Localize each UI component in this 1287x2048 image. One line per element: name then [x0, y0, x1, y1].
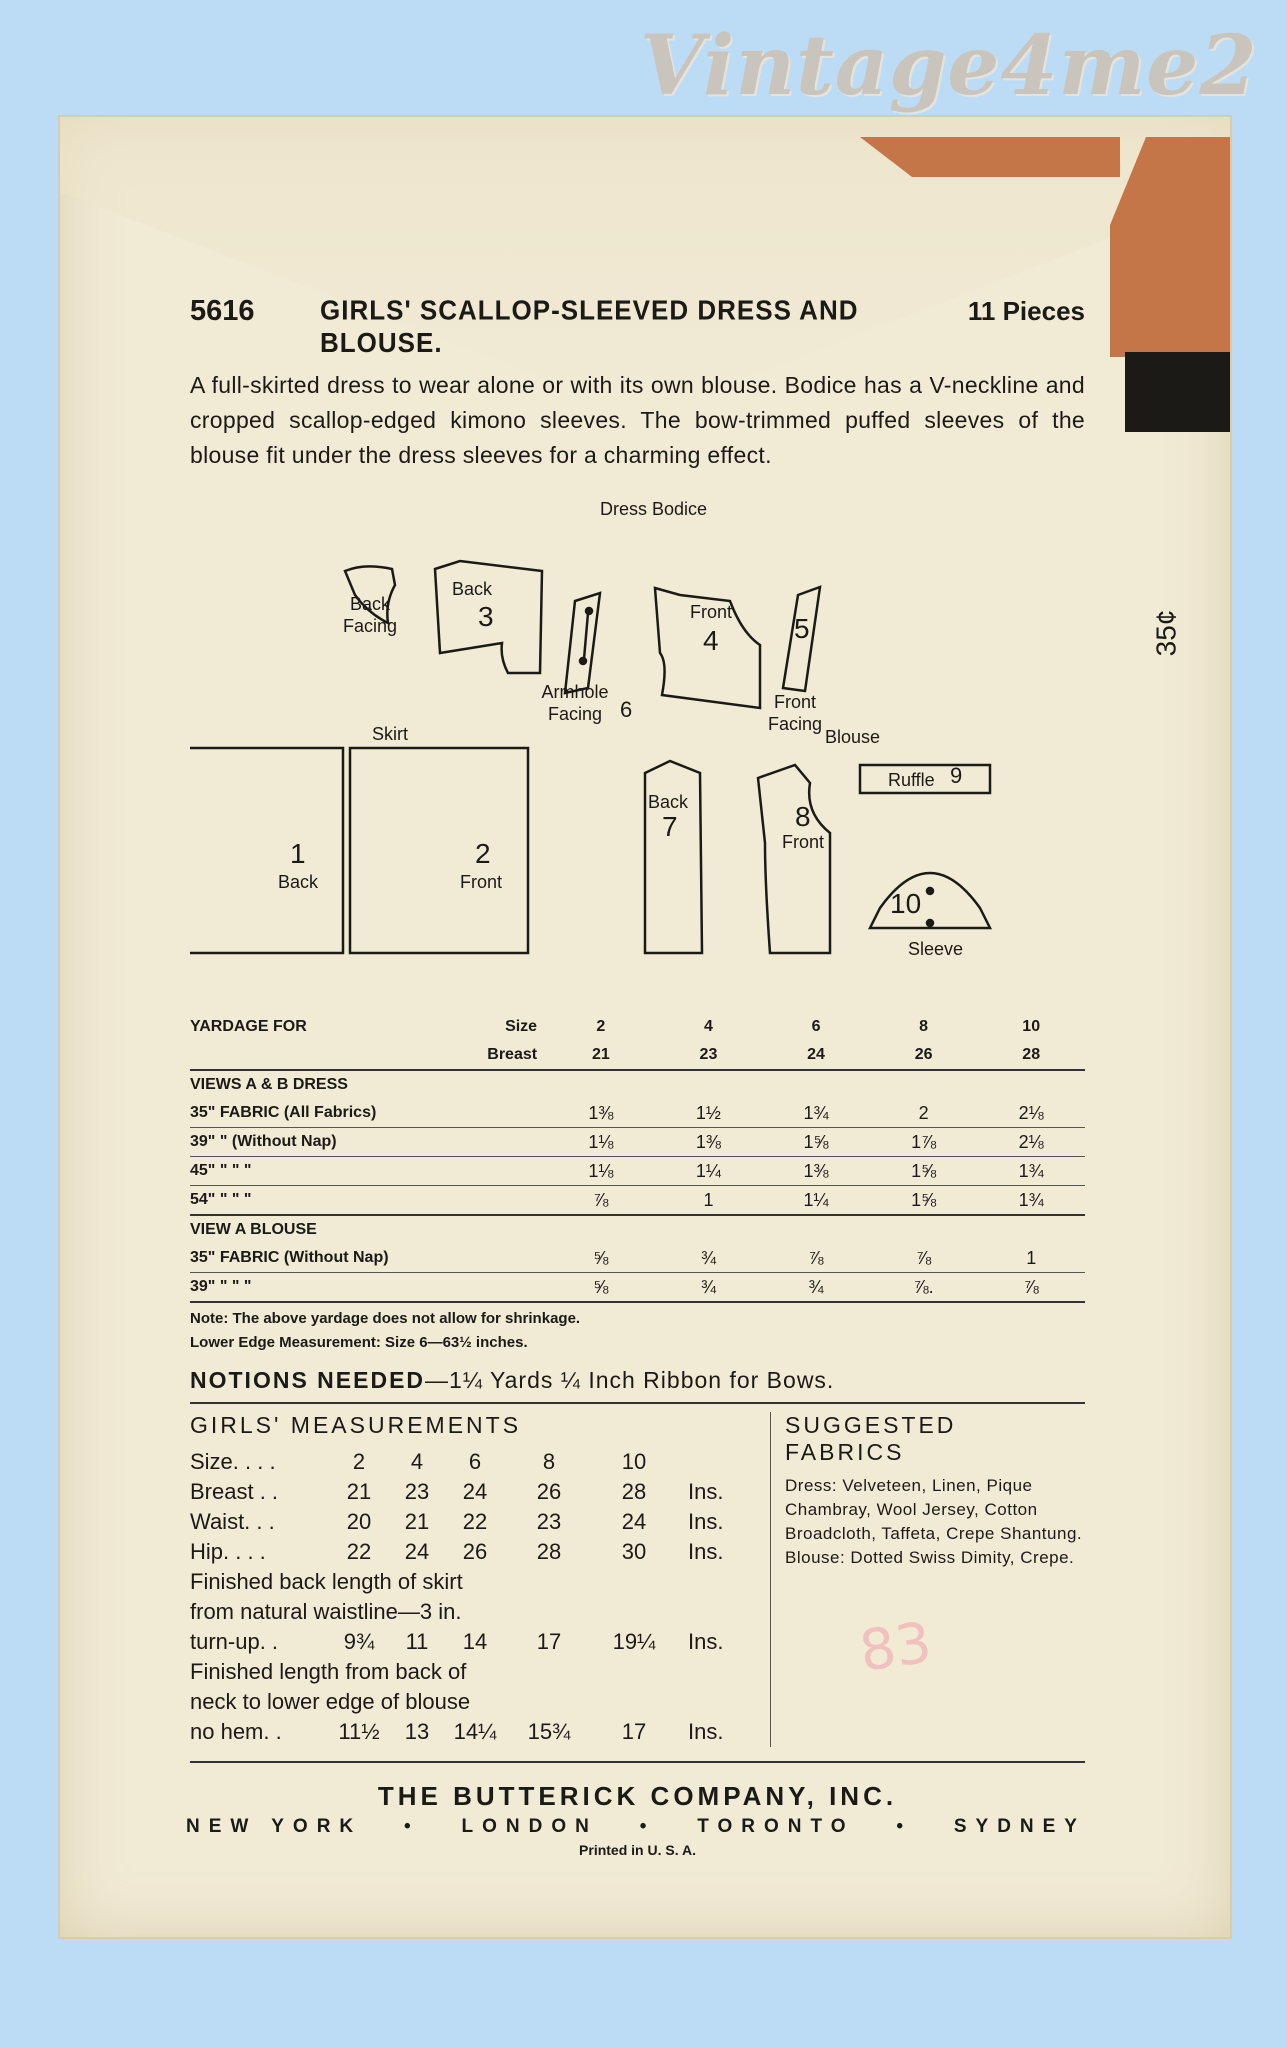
size-2: 2: [596, 1018, 606, 1035]
fabrics-text: Dress: Velveteen, Linen, Pique Chambray, Wool Jersey, Cotton Broadcloth, Taffeta, Crepe Shantung. Blouse: Dotted Swiss Dimity, Crepe.: [785, 1476, 1083, 1567]
cell: 1⅝: [870, 1186, 978, 1216]
footer: [186, 1781, 1086, 1858]
row-label: Waist. . .: [190, 1509, 275, 1534]
size-4: 4: [703, 1018, 713, 1035]
company-name: THE BUTTERICK COMPANY, INC.: [377, 1781, 898, 1811]
cell: 2: [352, 1449, 366, 1474]
sleeve-number: 10: [890, 888, 922, 919]
cell: ¾: [762, 1273, 870, 1303]
printed-in: Printed in U. S. A.: [579, 1842, 696, 1858]
cell: 23: [404, 1479, 430, 1504]
unit: Ins.: [688, 1719, 724, 1744]
blouse-front-number: 8: [795, 801, 811, 832]
black-tab: [1125, 352, 1230, 432]
cell: 13: [404, 1719, 430, 1744]
table-row: [190, 1477, 746, 1507]
dress-bodice-label: Dress Bodice: [600, 499, 708, 519]
cell: 2⅛: [977, 1128, 1085, 1157]
city-toronto: TORONTO: [697, 1816, 855, 1837]
row-label: no hem. .: [190, 1719, 282, 1744]
skirt-front-shape: [350, 748, 528, 953]
row-label: Breast . .: [190, 1479, 279, 1504]
table-row: [190, 1273, 1085, 1303]
measurements-table: [190, 1447, 746, 1747]
row-label: 35" FABRIC (Without Nap): [190, 1244, 547, 1273]
cell: 20: [346, 1509, 372, 1534]
cell: ⅞: [870, 1244, 978, 1273]
blouse-label: Blouse: [825, 727, 881, 747]
yardage-breast-row: [190, 1041, 1085, 1070]
skirt-length-line1: Finished back length of skirt: [190, 1569, 463, 1594]
cell: 14: [462, 1629, 488, 1654]
cell: 15¾: [527, 1719, 571, 1744]
size-8: 8: [919, 1018, 929, 1035]
cell: 26: [536, 1479, 562, 1504]
skirt-front-label: Front: [460, 872, 503, 892]
pieces-svg: [190, 483, 1085, 1013]
armhole-facing-label: Armhole Facing: [541, 682, 609, 724]
table-row: [190, 1537, 746, 1567]
size-6: 6: [811, 1018, 821, 1035]
row-label: 39" " (Without Nap): [190, 1128, 547, 1157]
dress-section-label: VIEWS A & B DRESS: [190, 1076, 348, 1093]
cell: 11½: [338, 1719, 380, 1744]
cell: 1¾: [977, 1186, 1085, 1216]
city-separator: •: [896, 1816, 912, 1837]
back-bodice-number: 3: [478, 601, 494, 632]
breast-value: 24: [762, 1041, 870, 1070]
skirt-length-line2: from natural waistline—3 in.: [190, 1599, 462, 1624]
row-label: 39" " " ": [190, 1273, 547, 1303]
price-label: 35¢: [1150, 609, 1182, 657]
dress-section-row: [190, 1070, 1085, 1099]
cell: ⅞: [762, 1244, 870, 1273]
table-row: [190, 1128, 1085, 1157]
cell: 6: [468, 1449, 482, 1474]
pencil-stamp: 83: [855, 1610, 936, 1685]
breast-label: Breast: [444, 1041, 547, 1070]
pattern-number: 5616: [190, 295, 255, 327]
notions-heading: NOTIONS NEEDED: [190, 1367, 426, 1393]
city-separator: •: [639, 1816, 656, 1837]
cell: ¾: [655, 1244, 763, 1273]
notions-needed: [190, 1367, 1085, 1404]
cell: 14¼: [453, 1719, 497, 1744]
shrinkage-note: Note: The above yardage does not allow for shrinkage.: [190, 1310, 581, 1327]
lower-section: [190, 1412, 1085, 1763]
city-sydney: SYDNEY: [953, 1816, 1086, 1837]
cell: ⅝: [547, 1273, 655, 1303]
cell: 1⅝: [870, 1157, 978, 1186]
cell: 1¼: [655, 1157, 763, 1186]
skirt-front-number: 2: [475, 838, 491, 869]
table-row: [190, 1447, 746, 1477]
envelope-content: [186, 294, 1086, 1858]
cell: 1⅜: [655, 1128, 763, 1157]
cell: 1: [655, 1186, 763, 1216]
girls-measurements: [190, 1412, 771, 1747]
cell: 1⅛: [547, 1157, 655, 1186]
cell: 21: [404, 1509, 430, 1534]
cell: 1¾: [762, 1099, 870, 1128]
size-label: Size: [505, 1018, 538, 1035]
cell: ¾: [655, 1273, 763, 1303]
front-facing-label: Front Facing: [767, 692, 823, 734]
row-label: turn-up. .: [190, 1629, 279, 1654]
table-row: [190, 1627, 746, 1657]
cell: 2⅛: [977, 1099, 1085, 1128]
cell: 28: [621, 1479, 647, 1504]
cell: 22: [346, 1539, 372, 1564]
front-bodice-number: 4: [703, 625, 719, 656]
blouse-section-row: [190, 1215, 1085, 1244]
skirt-back-label: Back: [278, 872, 319, 892]
sleeve-label: Sleeve: [908, 939, 964, 959]
lower-edge-note: Lower Edge Measurement: Size 6—63½ inches.: [190, 1334, 528, 1351]
cell: 4: [410, 1449, 424, 1474]
back-facing-label: Back Facing: [342, 594, 398, 636]
cell: 30: [621, 1539, 647, 1564]
front-facing-number: 5: [794, 613, 810, 644]
unit: Ins.: [688, 1509, 724, 1534]
cell: 28: [536, 1539, 562, 1564]
cell: ⅞: [547, 1186, 655, 1216]
cell: 23: [536, 1509, 562, 1534]
cell: 8: [542, 1449, 556, 1474]
cell: 17: [536, 1629, 562, 1654]
blouse-back-shape: [645, 761, 702, 953]
armhole-facing-number: 6: [620, 697, 633, 722]
cell: 17: [621, 1719, 647, 1744]
blouse-length-line1: Finished length from back of: [190, 1659, 467, 1684]
skirt-back-shape: [190, 748, 343, 953]
cell: ⅞.: [870, 1273, 978, 1303]
armhole-facing-shape: [565, 593, 600, 693]
row-label: 35" FABRIC (All Fabrics): [190, 1099, 547, 1128]
pieces-count: 11 Pieces: [967, 296, 1085, 326]
row-label: Hip. . . .: [190, 1539, 266, 1564]
suggested-fabrics: [771, 1412, 1085, 1747]
cell: ⅝: [547, 1244, 655, 1273]
city-new-york: NEW YORK: [186, 1816, 363, 1837]
cell: 24: [621, 1509, 647, 1534]
pattern-description: A full-skirted dress to wear alone or with its own blouse. Bodice has a V-neckline and cropped scallop-edged kimono sleeves. The bow-trimmed puffed sleeves of the blouse fit under the dress sleeves for a charming effect.: [190, 372, 1085, 468]
cell: 2: [870, 1099, 978, 1128]
cell: ⅞: [977, 1273, 1085, 1303]
cell: 26: [462, 1539, 488, 1564]
cell: 1¾: [977, 1157, 1085, 1186]
blouse-back-number: 7: [662, 811, 678, 842]
blouse-back-label: Back: [648, 792, 689, 812]
city-london: LONDON: [461, 1816, 598, 1837]
city-separator: •: [404, 1816, 420, 1837]
notions-text: —1¼ Yards ¼ Inch Ribbon for Bows.: [425, 1367, 835, 1393]
cell: 1: [977, 1244, 1085, 1273]
cell: 1½: [655, 1099, 763, 1128]
fabrics-heading: SUGGESTED FABRICS: [785, 1412, 957, 1465]
table-row: [190, 1717, 746, 1747]
cell: 1⅜: [547, 1099, 655, 1128]
row-label: 54" " " ": [190, 1186, 547, 1216]
breast-value: 26: [870, 1041, 978, 1070]
back-bodice-label: Back: [452, 579, 493, 599]
watermark-logo: Vintage4me2: [640, 18, 1258, 114]
measurements-heading: GIRLS' MEASUREMENTS: [190, 1412, 522, 1438]
cell: 1⅜: [762, 1157, 870, 1186]
table-row: [190, 1507, 746, 1537]
table-row: [190, 1157, 1085, 1186]
blouse-length-line2: neck to lower edge of blouse: [190, 1689, 471, 1714]
cell: 22: [462, 1509, 488, 1534]
blouse-front-label: Front: [782, 832, 825, 852]
table-row: [190, 1244, 1085, 1273]
cell: 9¾: [343, 1629, 375, 1654]
cell: 11: [405, 1629, 429, 1654]
unit: [674, 1447, 746, 1477]
cell: 19¼: [612, 1629, 656, 1654]
breast-value: 23: [655, 1041, 763, 1070]
cell: 1⅛: [547, 1128, 655, 1157]
pattern-header: [190, 295, 1085, 358]
cell: 21: [346, 1479, 372, 1504]
unit: Ins.: [688, 1479, 724, 1504]
table-row: [190, 1099, 1085, 1128]
front-bodice-label: Front: [690, 602, 733, 622]
skirt-back-number: 1: [290, 838, 306, 869]
blouse-front-shape: [758, 765, 830, 953]
cell: 1⅞: [870, 1128, 978, 1157]
blouse-section-label: VIEW A BLOUSE: [190, 1221, 317, 1238]
cell: 10: [621, 1449, 647, 1474]
breast-value: 21: [547, 1041, 655, 1070]
cities-line: [186, 1816, 1086, 1838]
table-row: [190, 1186, 1085, 1216]
skirt-label: Skirt: [372, 724, 408, 744]
cell: 1⅝: [762, 1128, 870, 1157]
ruffle-number: 9: [950, 763, 963, 788]
cell: 24: [404, 1539, 430, 1564]
size-10: 10: [1022, 1018, 1041, 1035]
pattern-title: GIRLS' SCALLOP-SLEEVED DRESS AND BLOUSE.: [320, 294, 859, 359]
yardage-size-row: [190, 1013, 1085, 1041]
pattern-pieces-diagram: [190, 483, 1085, 1013]
unit: Ins.: [688, 1539, 724, 1564]
ruffle-label: Ruffle: [888, 770, 935, 790]
cell: 24: [462, 1479, 488, 1504]
breast-value: 28: [977, 1041, 1085, 1070]
yardage-for-label: YARDAGE FOR: [190, 1018, 307, 1035]
row-label: 45" " " ": [190, 1157, 547, 1186]
cell: 1¼: [762, 1186, 870, 1216]
row-label: Size. . . .: [190, 1449, 276, 1474]
unit: Ins.: [688, 1629, 724, 1654]
yardage-table: [190, 1013, 1085, 1303]
